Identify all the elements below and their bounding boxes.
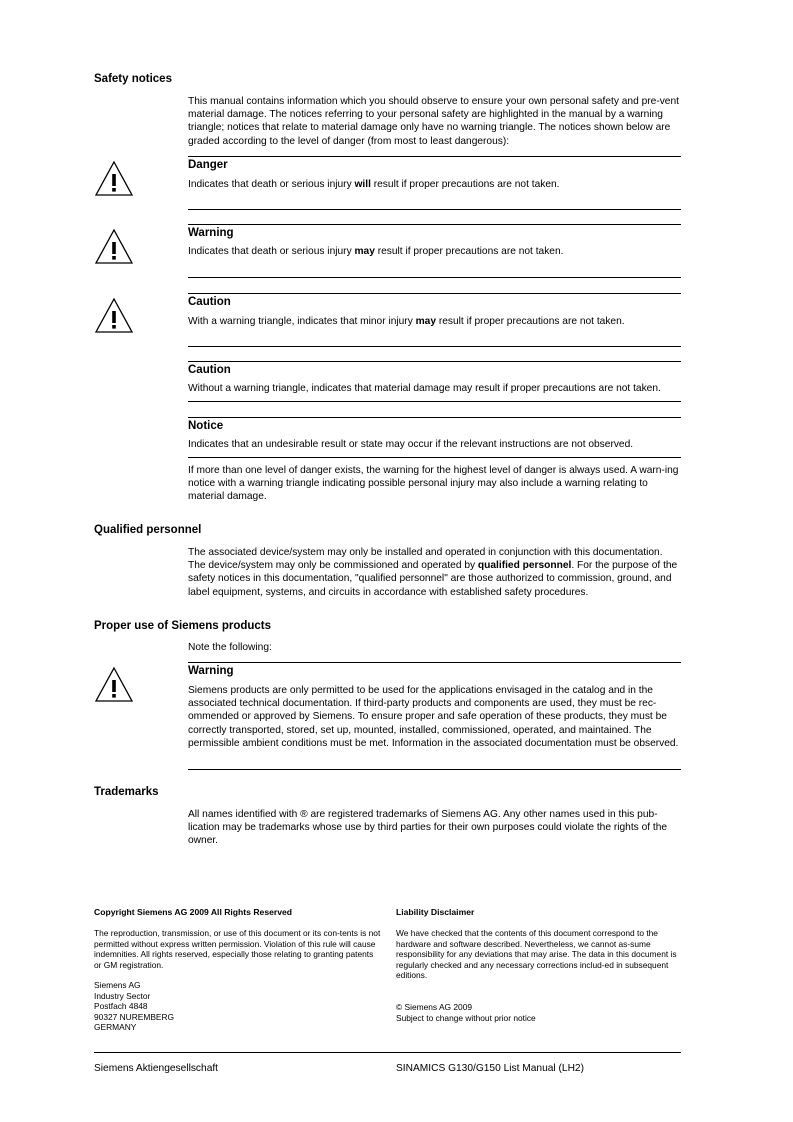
notice-text: Indicates that an undesirable result or state may occur if the relevant instructions are not observed. bbox=[188, 439, 634, 450]
caution-text: With a warning triangle, indicates that minor injury may result if proper precautions are not taken. bbox=[188, 316, 625, 327]
caution-material-text: Without a warning triangle, indicates that material damage may result if proper precautions are not taken. bbox=[188, 383, 661, 394]
safety-intro-text: This manual contains information which you should observe to ensure your own personal safety and pre-vent material damage. The notices referring to your personal safety are highlighted in the manual by a warning triangle; notices that relate to material damage only have no warning triangle. The notices shown below are graded according to the level of danger (from most to least dangerous): bbox=[188, 96, 679, 147]
warning-triangle-icon bbox=[94, 160, 134, 197]
divider bbox=[188, 293, 681, 294]
divider bbox=[188, 417, 681, 418]
danger-text: Indicates that death or serious injury will result if proper precautions are not taken. bbox=[188, 179, 560, 190]
divider bbox=[188, 156, 681, 157]
proper-use-heading: Proper use of Siemens products bbox=[94, 620, 272, 632]
warning-title: Warning bbox=[188, 227, 234, 239]
divider bbox=[188, 277, 681, 278]
copyright-heading: Copyright Siemens AG 2009 All Rights Reserved bbox=[94, 907, 293, 917]
proper-use-warning-text: Siemens products are only permitted to be used for the applications envisaged in the catalog and in the associated technical documentation. If third-party products and components are used, they must be rec-ommended or approved by Siemens. To ensure proper and safe operation of these products, they must be correctly transported, stored, set up, mounted, installed, commissioned, operated, and maintained. The permissible ambient conditions must be met. Information in the associated documentation must be observed. bbox=[188, 685, 679, 749]
divider bbox=[188, 457, 681, 458]
liability-heading: Liability Disclaimer bbox=[396, 907, 475, 917]
siemens-address: Siemens AG Industry Sector Postfach 4848 90327 NUREMBERG GERMANY bbox=[94, 980, 175, 1033]
safety-notices-heading: Safety notices bbox=[94, 73, 172, 85]
liability-copy-line: © Siemens AG 2009 bbox=[396, 1002, 473, 1012]
copyright-text: The reproduction, transmission, or use of this document or its con-tents is not permitted without express written permission. Violation of this rule will cause indemnities. All rights reserved, especially those relating to granting patents or GM registration. bbox=[94, 928, 381, 970]
divider bbox=[188, 209, 681, 210]
warning-text: Indicates that death or serious injury may result if proper precautions are not taken. bbox=[188, 246, 564, 257]
caution-material-title: Caution bbox=[188, 364, 231, 376]
qualified-personnel-text: The associated device/system may only be installed and operated in conjunction with this documentation. The device/system may only be commissioned and operated by qualified personnel. For the purpose of the safety notices in this documentation, "qualified personnel" are those authorized to commission, ground, and label equipment, systems, and circuits in accordance with established safety procedures. bbox=[188, 547, 678, 598]
trademarks-heading: Trademarks bbox=[94, 786, 159, 798]
divider bbox=[188, 769, 681, 770]
divider bbox=[188, 224, 681, 225]
divider bbox=[188, 401, 681, 402]
proper-use-warning-title: Warning bbox=[188, 665, 234, 677]
divider bbox=[188, 346, 681, 347]
divider bbox=[188, 361, 681, 362]
warning-triangle-icon bbox=[94, 228, 134, 265]
footer-company: Siemens Aktiengesellschaft bbox=[94, 1063, 219, 1074]
proper-use-note: Note the following: bbox=[188, 642, 272, 653]
warning-triangle-icon bbox=[94, 666, 134, 703]
danger-title: Danger bbox=[188, 159, 228, 171]
multi-danger-text: If more than one level of danger exists, the warning for the highest level of danger is always used. A warn-ing notice with a warning triangle indicating possible personal injury may also include a warning relating to material damage. bbox=[188, 465, 679, 503]
liability-change-line: Subject to change without prior notice bbox=[396, 1013, 536, 1023]
liability-text: We have checked that the contents of this document correspond to the hardware and software described. Nevertheless, we cannot as-sume responsibility for any deviations that may arise. The data in this document is regularly checked and any necessary corrections includ-ed in subsequent editions. bbox=[396, 928, 677, 981]
caution-title: Caution bbox=[188, 296, 231, 308]
notice-title: Notice bbox=[188, 420, 224, 432]
warning-triangle-icon bbox=[94, 297, 134, 334]
qualified-personnel-heading: Qualified personnel bbox=[94, 524, 202, 536]
divider bbox=[188, 662, 681, 663]
footer-manual-title: SINAMICS G130/G150 List Manual (LH2) bbox=[396, 1063, 584, 1074]
trademarks-text: All names identified with ® are registered trademarks of Siemens AG. Any other names used in this pub-lication may be trademarks whose use by third parties for their own purposes could violate the rights of the owner. bbox=[188, 809, 668, 847]
footer-divider bbox=[94, 1052, 681, 1053]
